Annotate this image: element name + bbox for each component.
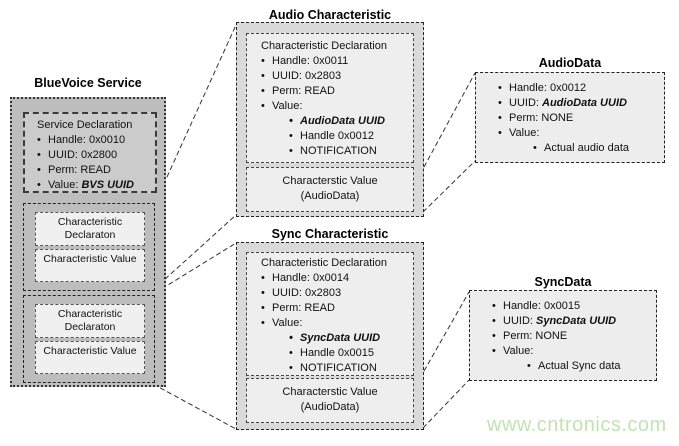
connector-line xyxy=(157,25,236,199)
sync-value-box xyxy=(246,378,414,423)
list-item: • Handle 0x0012 xyxy=(287,129,413,144)
audio-characteristic-title: Audio Characteristic xyxy=(268,8,392,22)
audiodata-box xyxy=(475,72,665,163)
characteristic-declaration-mini-box: Characteristic Declaraton xyxy=(35,212,145,246)
list-item: • Perm: NONE xyxy=(496,111,664,126)
list-item: • Value: xyxy=(496,126,664,141)
list-item: • Perm: NONE xyxy=(490,329,656,344)
list-item: • Handle: 0x0015 xyxy=(490,299,656,314)
connector-line xyxy=(153,384,236,429)
list-item: • UUID: AudioData UUID xyxy=(496,96,664,111)
syncdata-title: SyncData xyxy=(534,275,592,289)
list-item: • Handle: 0x0012 xyxy=(496,81,664,96)
audio-value-box xyxy=(246,167,414,212)
connector-line xyxy=(155,243,236,293)
connector-line xyxy=(423,161,475,212)
list-item: • Handle: 0x0011 xyxy=(259,54,413,69)
list-item: • Handle: 0x0014 xyxy=(259,271,413,286)
service-declaration-box xyxy=(23,112,157,193)
characteristic-declaration-heading: Characteristic Declaration xyxy=(261,257,387,269)
characteristic-declaration-heading: Characteristic Declaration xyxy=(261,40,387,52)
list-item: • UUID: 0x2803 xyxy=(259,69,413,84)
syncdata-box xyxy=(469,290,657,381)
list-item: • NOTIFICATION xyxy=(287,144,413,159)
value-box-line2: (AudioData) xyxy=(300,190,360,202)
characteristic-value-mini-box: Characteristic Value xyxy=(35,249,145,282)
list-item: • Perm: READ xyxy=(259,84,413,99)
list-item: • Value: xyxy=(259,316,413,331)
list-item: • UUID: 0x2800 xyxy=(35,148,155,163)
sync-characteristic-title: Sync Characteristic xyxy=(271,227,389,241)
characteristic-declaration-mini-box: Characteristic Declaraton xyxy=(35,304,145,338)
list-item: • Actual audio data xyxy=(531,141,664,156)
value-box-line1: Characterstic Value xyxy=(282,175,378,187)
list-item: • Value: xyxy=(490,344,656,359)
list-item: • UUID: 0x2803 xyxy=(259,286,413,301)
audiodata-title: AudioData xyxy=(538,56,602,70)
audio-declaration-box xyxy=(246,33,414,163)
characteristic-value-mini-box: Characteristic Value xyxy=(35,341,145,374)
list-item: • Handle 0x0015 xyxy=(287,346,413,361)
list-item: • AudioData UUID xyxy=(287,114,413,129)
connector-line xyxy=(423,380,469,428)
list-item: • Handle: 0x0010 xyxy=(35,133,155,148)
watermark: www.cntronics.com xyxy=(487,414,667,436)
list-item: • Perm: READ xyxy=(259,301,413,316)
sync-declaration-box xyxy=(246,252,414,376)
list-item: • Value: BVS UUID xyxy=(35,178,155,193)
list-item: • NOTIFICATION xyxy=(287,361,413,376)
list-item: • Perm: READ xyxy=(35,163,155,178)
list-item: • UUID: SyncData UUID xyxy=(490,314,656,329)
value-box-line1: Characterstic Value xyxy=(282,386,378,398)
list-item: • Actual Sync data xyxy=(525,359,656,374)
service-declaration-heading: Service Declaration xyxy=(37,119,133,131)
value-box-line2: (AudioData) xyxy=(300,401,360,413)
connector-line xyxy=(424,292,469,371)
list-item: • Value: xyxy=(259,99,413,114)
bluevoice-service-title: BlueVoice Service xyxy=(34,76,142,90)
connector-line xyxy=(424,73,475,167)
list-item: • SyncData UUID xyxy=(287,331,413,346)
